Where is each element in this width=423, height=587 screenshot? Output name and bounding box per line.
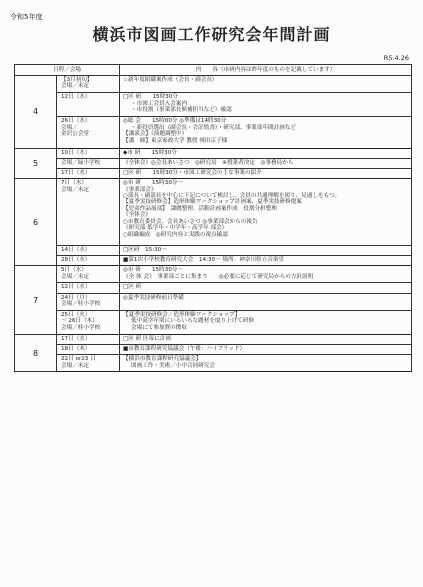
content-cell <box>120 158 412 168</box>
content-line: ☆新年度組織案作成（会長・副会長） <box>123 77 218 83</box>
date-cell <box>57 148 120 158</box>
content-line: 会場にて参加費の徴収 <box>131 324 187 331</box>
content-line: ・市役割（事業部長候補担当など）確認 <box>131 107 232 114</box>
table-row <box>15 148 412 158</box>
table-row <box>15 266 412 283</box>
content-cell <box>120 266 412 283</box>
date-cell <box>57 256 120 266</box>
date-line: 会場／桂小学校 <box>61 300 101 307</box>
date-cell <box>57 93 120 117</box>
date-line: 18日（木） <box>61 346 91 353</box>
table-row <box>15 310 412 334</box>
content-line: □区 研 区毎に計画 <box>123 336 172 342</box>
content-line: 【夏季実技研修会】造形体験ワークショップ計画案、夏季実技研修提案 <box>123 199 302 206</box>
date-line: 14日（水） <box>61 247 91 254</box>
date-line: 7日（水） <box>61 180 87 187</box>
date-cell <box>57 158 120 168</box>
header-date: 日程／会場 <box>15 65 120 76</box>
content-line: 【講 師】東京家政大学 教授 岡田京子様 <box>123 137 228 144</box>
content-line: ◎夏季実技研修前日準備 <box>123 294 184 301</box>
date-line: 金沢公会堂 <box>61 131 89 138</box>
content-line: □区 研 15時30分・市図工研究会の主な事業の紹介 <box>123 170 262 177</box>
date-line: 会場／未定 <box>61 362 89 369</box>
content-cell <box>120 246 412 256</box>
date-line: 会場／桂小学校 <box>61 324 101 331</box>
content-cell <box>120 76 412 93</box>
content-line: 図画工作・美術／小中合同研究会 <box>131 362 215 369</box>
content-line: ・新役員選出（副会長・会計監査）・研究部、事業部年間計画など <box>131 124 297 131</box>
table-row <box>15 293 412 310</box>
content-cell <box>120 148 412 158</box>
revision-date: R5.4.26 <box>383 54 409 62</box>
content-line: 《全体会》◎会長あいさつ ◎研究局 ※授業者決定 ◎事務局から <box>123 159 294 166</box>
content-line: ○部長・副部長を中心に下記について検討し、会員の共通理解を図り、見通しをもつ。 <box>123 193 341 199</box>
date-line: 17日（水） <box>61 336 91 342</box>
date-cell <box>57 293 120 310</box>
table-row <box>15 117 412 148</box>
content-cell <box>120 335 412 345</box>
content-cell <box>120 169 412 179</box>
date-line: 会場／未定 <box>61 273 89 280</box>
content-line: 《事業部会》 <box>123 186 157 193</box>
content-cell <box>120 355 412 372</box>
date-line: 28日（水） <box>61 257 91 264</box>
content-line: ○組織編成 ◎研究内容と実践の視点確認 <box>123 231 228 238</box>
date-line: 12日（水） <box>61 94 91 101</box>
date-line: 会場／ <box>61 124 78 131</box>
content-line: ◎総 会 15時00分 ◎準備は14時30分 <box>123 118 227 125</box>
table-row <box>15 169 412 179</box>
content-line: ■市教育課程研究協議会（午後：ハイブリッド） <box>123 346 246 353</box>
date-cell <box>57 76 120 93</box>
content-line: ◎市 研 15時30分～ <box>123 180 184 187</box>
date-line: 25日（火） <box>61 311 91 318</box>
table-row <box>15 179 412 246</box>
date-line: 17日（水） <box>61 170 91 177</box>
content-line: □区 研 <box>123 284 142 291</box>
date-cell <box>57 283 120 293</box>
date-cell <box>57 246 120 256</box>
date-line: 5日（水） <box>61 267 87 274</box>
table-header-row <box>15 65 412 76</box>
table-row <box>15 93 412 117</box>
schedule-table <box>14 64 412 372</box>
table-row <box>15 246 412 256</box>
table-row <box>15 335 412 345</box>
month-cell: 6 <box>15 179 57 266</box>
table-row <box>15 283 412 293</box>
table-row <box>15 158 412 168</box>
content-line: 《全 体 会》 事業部ごとに集まり ◎必要に応じて研究局からの方針説明 <box>123 273 314 280</box>
date-line: ～ 26日（木） <box>61 318 98 325</box>
date-line: 会場／未定 <box>61 186 89 193</box>
content-line: ○市教育委員会、会長あいさつ ◎事業部会からの報告 <box>123 218 258 225</box>
date-line: 10日（水） <box>61 149 91 156</box>
content-line: 【横浜市教育課程研究協議会】 <box>123 356 202 363</box>
table-row <box>15 355 412 372</box>
date-line: 【3月初旬】 <box>61 77 93 83</box>
content-line: ■第1次小学校教育研究大会 14:30～ 場所：神奈川県立音楽堂 <box>123 257 285 264</box>
date-line: 22日 or23 日 <box>61 356 96 363</box>
date-cell <box>57 179 120 246</box>
date-line: 26日（水） <box>61 118 91 125</box>
content-cell <box>120 93 412 117</box>
date-cell <box>57 310 120 334</box>
content-line: ◆市 研 15時30分 <box>123 149 177 156</box>
content-line: 低中高学年別にいろいろな題材を取り上げて研修 <box>131 318 255 325</box>
page-title: 横浜市図画工作研究会年間計画 <box>92 25 331 44</box>
table-row <box>15 345 412 355</box>
header-content: 内 容（市研内容は昨年度のものを記載しています） <box>120 65 412 76</box>
content-line: 【講演会】（演題調整中） <box>123 131 188 138</box>
content-line: 《全体会》 <box>123 212 151 219</box>
date-line: 会場／緑小学校 <box>61 159 101 166</box>
fiscal-year-label: 令和5年度 <box>10 13 43 21</box>
content-line: ・市図工会員入会案内 <box>131 100 187 107</box>
content-cell <box>120 310 412 334</box>
content-line: 【夏季実技研修会／造形体験ワークショップ】 <box>123 311 241 318</box>
month-cell: 7 <box>15 266 57 335</box>
month-cell: 4 <box>15 76 57 149</box>
date-cell <box>57 266 120 283</box>
content-line: 《研究部 低学年・中学年・高学年 部会》 <box>123 225 228 232</box>
date-line: 会場／未定 <box>61 83 89 90</box>
date-line: 24日（月） <box>61 294 91 301</box>
content-cell <box>120 283 412 293</box>
month-cell: 5 <box>15 148 57 178</box>
date-cell <box>57 335 120 345</box>
content-line: □区 研 15時30分 <box>123 94 178 101</box>
date-cell <box>57 169 120 179</box>
content-cell <box>120 179 412 246</box>
content-cell <box>120 117 412 148</box>
table-row <box>15 76 412 93</box>
table-body <box>15 76 412 372</box>
content-cell <box>120 256 412 266</box>
date-line: 12日（水） <box>61 284 91 291</box>
content-cell <box>120 345 412 355</box>
content-line: □区研 15:30～ <box>123 247 167 254</box>
date-cell <box>57 117 120 148</box>
content-line: ◎市 研 15時30分～ <box>123 267 184 274</box>
table-row <box>15 256 412 266</box>
content-cell <box>120 293 412 310</box>
date-cell <box>57 355 120 372</box>
content-line: 【児童作品展部】 課題整理、活動計画案作成 役割分担整理 <box>123 205 277 212</box>
month-cell: 8 <box>15 335 57 372</box>
date-cell <box>57 345 120 355</box>
